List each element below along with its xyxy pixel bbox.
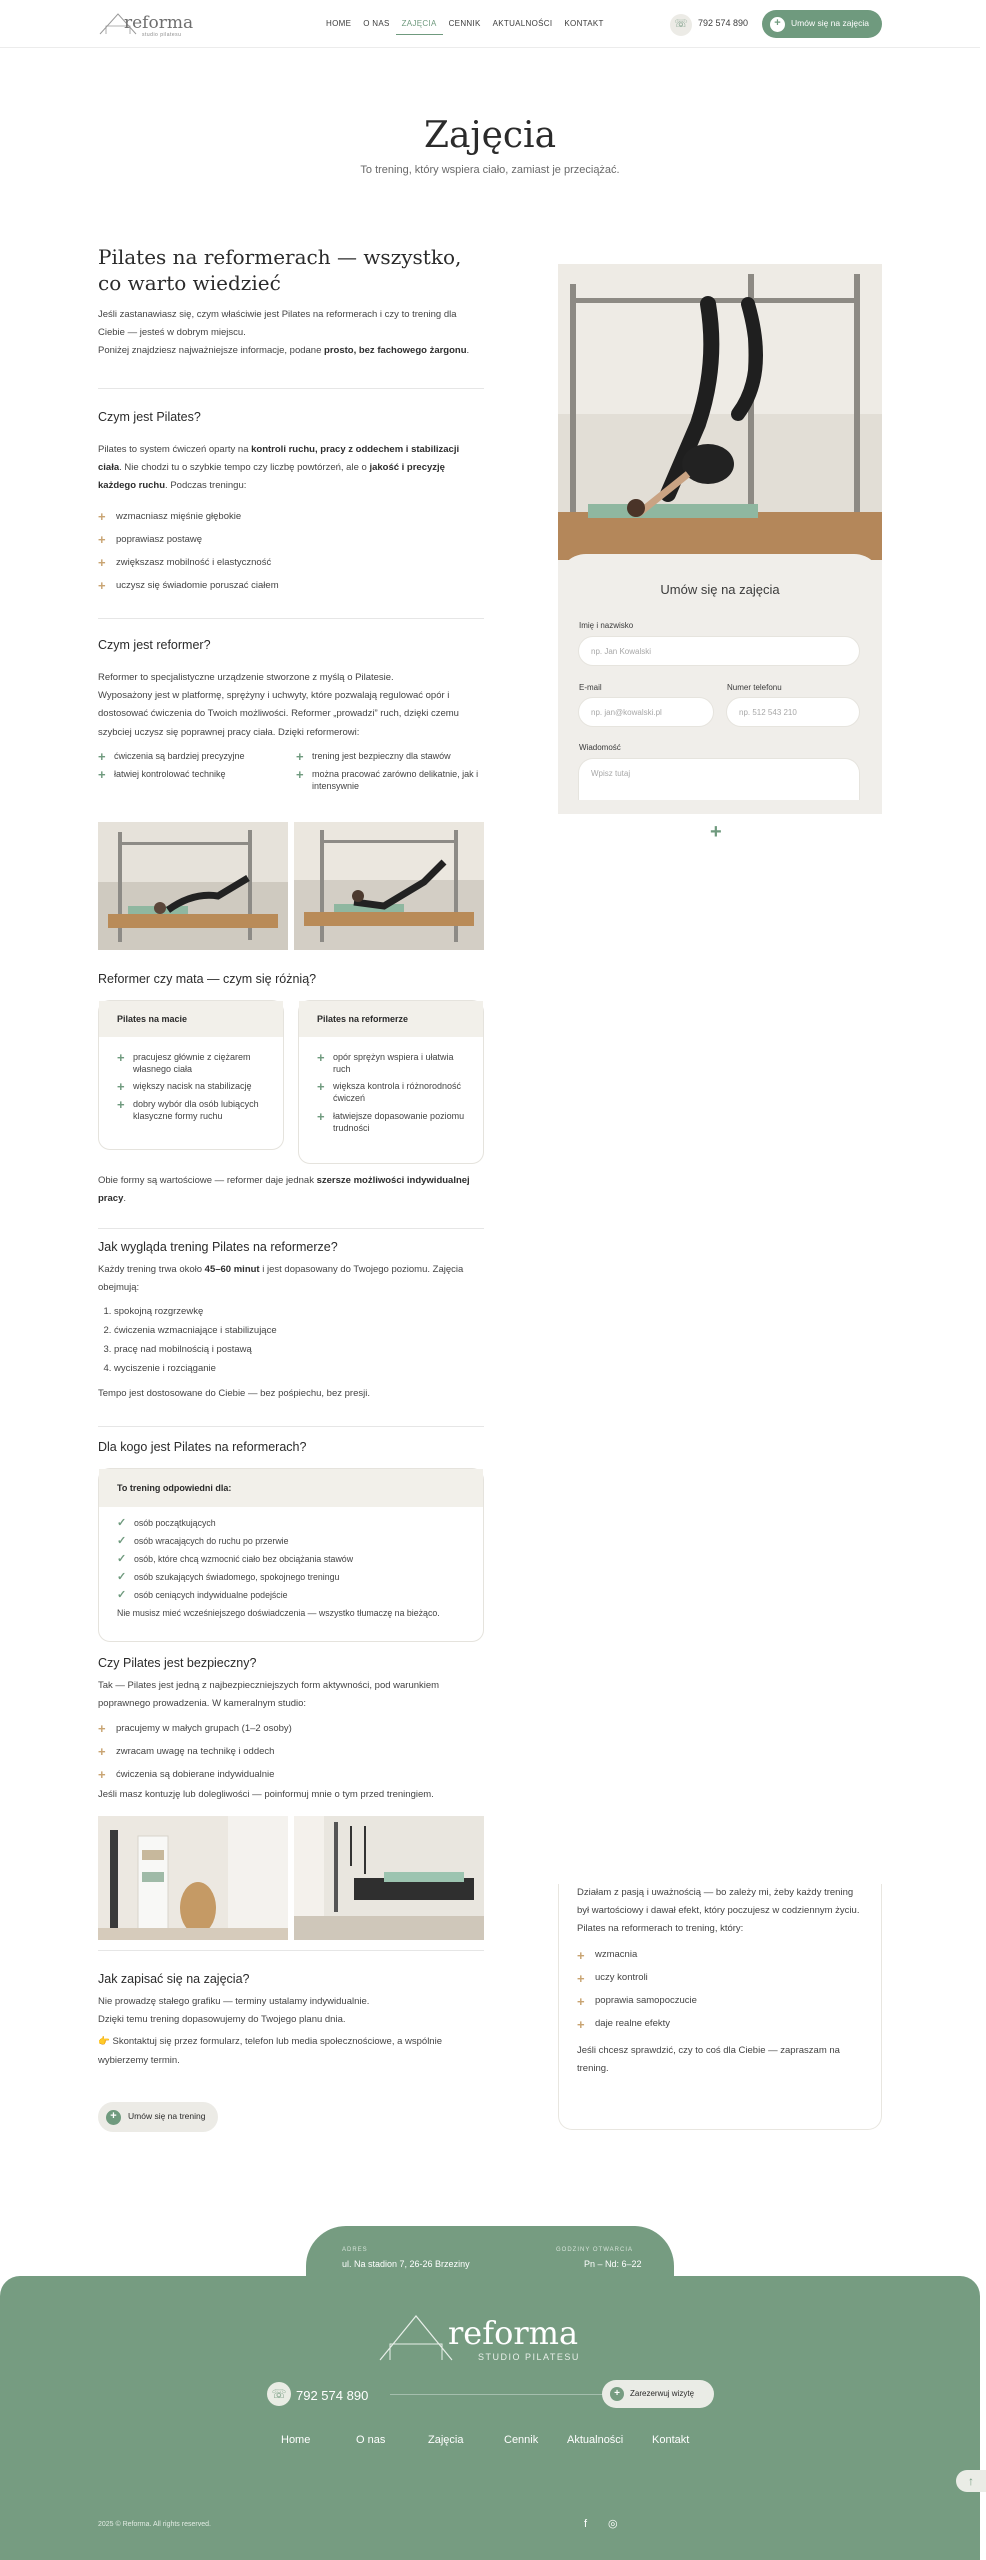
reformer-paragraph: Wyposażony jest w platformę, sprężyny i uchwyty, które pozwalają regulować opór i dostosować ćwiczenia do Twoich możliwości. Reformer „prowadzi” ruch, dzięki czemu szybciej uczysz się poprawnej pracy ciała. Dzięki reformerowi: — [98, 690, 459, 738]
list-item: + można pracować zarówno delikatnie, jak i intensywnie — [296, 766, 479, 791]
list-item: ✓ osób ceniących indywidualne podejście — [117, 1587, 465, 1605]
book-training-button[interactable] — [98, 2102, 218, 2132]
nav-aktualnosci[interactable]: AKTUALNOŚCI — [492, 19, 553, 28]
scroll-to-top-button[interactable]: ↑ — [956, 2470, 986, 2492]
list-item: + uczysz się świadomie poruszać ciałem — [98, 575, 484, 598]
name-input[interactable]: np. Jan Kowalski — [578, 636, 860, 666]
footer-nav-kontakt[interactable]: Kontakt — [652, 2434, 690, 2446]
reformer-intro: Reformer to specjalistyczne urządzenie stworzone z myślą o Pilatesie. — [98, 672, 394, 684]
pilates-paragraph: Pilates to system ćwiczeń oparty na kontroli ruchu, pracy z oddechem i stabilizacji ciała. Nie chodzi tu o szybkie tempo czy liczbę powtórzeń, ale o jakość i precyzję każdego ruchu. Podczas treningu: — [98, 444, 460, 492]
page-title: Zajęcia — [423, 115, 557, 156]
footer-divider — [390, 2394, 622, 2395]
list-item: 1. spokojną rozgrzewkę — [114, 1305, 484, 1324]
plus-icon: + — [98, 1743, 106, 1759]
plus-icon: + — [770, 17, 785, 32]
list-item: + pracujemy w małych grupach (1–2 osoby) — [98, 1717, 484, 1740]
pilates-section — [98, 408, 484, 598]
plus-icon: + — [577, 2016, 585, 2032]
for-whom-list — [99, 1507, 483, 1605]
address-label: ADRES — [342, 2247, 368, 2253]
list-item: + ćwiczenia są dobierane indywidualnie — [98, 1763, 484, 1786]
list-item: ✓ osób szukających świadomego, spokojnego treningu — [117, 1569, 465, 1587]
list-item: + dobry wybór dla osób lubiących klasyczne formy ruchu — [117, 1097, 259, 1122]
list-item: ✓ osób początkujących — [117, 1515, 465, 1533]
for-whom-note: Nie musisz mieć wcześniejszego doświadczenia — wszystko tłumaczę na bieżąco. — [117, 1608, 440, 1618]
list-item: + większa kontrola i różnorodność ćwiczeń — [317, 1079, 462, 1104]
phone-icon[interactable]: ☏ — [670, 14, 692, 36]
plus-icon: + — [98, 1766, 106, 1782]
list-item: + wzmacniasz mięśnie głębokie — [98, 506, 484, 529]
reforma-logo[interactable] — [98, 8, 210, 40]
plus-icon: + — [98, 531, 106, 547]
check-icon: ✓ — [117, 1517, 127, 1530]
compare-summary: Obie formy są wartościowe — reformer daje jednak szersze możliwości indywidualnej pracy. — [98, 1175, 470, 1205]
mat-card-title: Pilates na macie — [99, 1001, 283, 1037]
plus-icon: + — [296, 748, 304, 764]
reformer-benefits-left — [98, 750, 284, 797]
book-class-button[interactable] — [762, 10, 882, 38]
pointing-hand-icon: 👉 — [98, 2036, 110, 2048]
plus-icon: + — [117, 1050, 125, 1065]
plus-icon: + — [710, 821, 722, 843]
footer-logo[interactable] — [378, 2306, 604, 2364]
pilates-benefits — [98, 506, 484, 598]
footer-nav-o-nas[interactable]: O nas — [356, 2434, 386, 2446]
mat-card — [98, 1000, 284, 1150]
name-label: Imię i nazwisko — [579, 621, 634, 630]
footer-nav-zajecia[interactable]: Zajęcia — [428, 2434, 464, 2446]
list-item: + opór sprężyn wspiera i ułatwia ruch — [317, 1050, 454, 1075]
plus-icon: + — [98, 1720, 106, 1736]
list-item: + łatwiejsze dopasowanie poziomu trudności — [317, 1108, 465, 1133]
intro-title: Pilates na reformerach — wszystko, co warto wiedzieć — [98, 245, 462, 295]
plus-icon: + — [577, 1993, 585, 2009]
pilates-reformer-photo — [558, 264, 882, 560]
training-paragraph: Każdy trening trwa około 45–60 minut i jest dopasowany do Twojego poziomu. Zajęcia obejmują: — [98, 1264, 464, 1294]
plus-icon: + — [317, 1108, 325, 1124]
reserve-visit-label: Zarezerwuj wizytę — [630, 2388, 695, 2398]
safety-paragraph: Tak — Pilates jest jedną z najbezpieczniejszych form aktywności, pod warunkiem poprawnego prowadzenia. W kameralnym studio: — [98, 1680, 440, 1710]
phone-input[interactable]: np. 512 543 210 — [726, 697, 860, 727]
plus-icon: + — [98, 508, 106, 524]
side-list — [577, 1944, 863, 2036]
site-header — [0, 0, 980, 48]
training-note: Tempo jest dostosowane do Ciebie — bez pośpiechu, bez presji. — [98, 1388, 370, 1400]
list-item: + zwiększasz mobilność i elastyczność — [98, 552, 484, 575]
signup-p1: Nie prowadzę stałego grafiku — terminy ustalamy indywidualnie. — [98, 1996, 370, 2008]
check-icon: ✓ — [117, 1571, 127, 1584]
plus-icon: + — [577, 1947, 585, 1963]
nav-zajecia[interactable]: ZAJĘCIA — [396, 14, 443, 35]
list-item: 2. ćwiczenia wzmacniające i stabilizujące — [114, 1324, 484, 1343]
nav-o-nas[interactable]: O NAS — [363, 19, 390, 28]
reformer-benefits-right — [296, 750, 484, 797]
pilates-title: Czym jest Pilates? — [98, 410, 201, 424]
for-whom-title: Dla kogo jest Pilates na reformerach? — [98, 1440, 307, 1454]
header-phone[interactable]: 792 574 890 — [698, 18, 749, 28]
plus-icon: + — [317, 1079, 325, 1095]
list-item: + większy nacisk na stabilizację — [117, 1079, 252, 1095]
mat-list — [99, 1037, 283, 1123]
instagram-icon[interactable]: ◎ — [608, 2518, 618, 2530]
list-item: + poprawiasz postawę — [98, 529, 484, 552]
phone-icon[interactable]: ☏ — [267, 2382, 291, 2406]
svg-text:reforma: reforma — [124, 13, 194, 33]
plus-icon: + — [577, 1970, 585, 1986]
for-whom-card-title: To trening odpowiedni dla: — [99, 1469, 483, 1507]
list-item: + ćwiczenia są bardziej precyzyjne — [98, 748, 245, 764]
studio-photo — [294, 1816, 484, 1940]
message-label: Wiadomość — [579, 743, 621, 752]
page-subtitle: To trening, który wspiera ciało, zamiast je przeciążać. — [360, 164, 620, 176]
plus-icon: + — [610, 2387, 624, 2401]
signup-p3: 👉 Skontaktuj się przez formularz, telefon lub media społecznościowe, a wspólnie wybierzemy termin. — [98, 2036, 442, 2066]
main-nav — [320, 14, 610, 35]
footer-nav-aktualnosci[interactable]: Aktualności — [567, 2434, 624, 2446]
list-item: ✓ osób, które chcą wzmocnić ciało bez obciążania stawów — [117, 1551, 465, 1569]
footer-nav-cennik[interactable]: Cennik — [504, 2434, 539, 2446]
list-item: 3. pracę nad mobilnością i postawą — [114, 1343, 484, 1362]
plus-icon: + — [117, 1079, 125, 1095]
message-textarea[interactable]: Wpisz tutaj — [578, 758, 860, 800]
plus-icon: + — [98, 748, 106, 764]
book-class-label: Umów się na zajęcia — [791, 18, 869, 29]
list-item: + zwracam uwagę na technikę i oddech — [98, 1740, 484, 1763]
footer-nav-home[interactable]: Home — [281, 2434, 311, 2446]
phone-label: Numer telefonu — [727, 683, 782, 692]
studio-photo — [98, 822, 288, 950]
training-steps — [98, 1305, 484, 1381]
nav-kontakt[interactable]: KONTAKT — [564, 19, 604, 28]
footer-phone[interactable]: 792 574 890 — [296, 2388, 369, 2403]
plus-icon: + — [98, 577, 106, 593]
svg-text:STUDIO PILATESU: STUDIO PILATESU — [478, 2352, 580, 2362]
plus-icon: + — [317, 1050, 325, 1065]
reformer-card — [298, 1000, 484, 1164]
copyright: 2025 © Reforma. All rights reserved. — [98, 2521, 211, 2528]
list-item: + daje realne efekty — [577, 2013, 863, 2036]
form-title: Umów się na zajęcia — [660, 582, 780, 597]
email-label: E-mail — [579, 683, 602, 692]
reformer-card-title: Pilates na reformerze — [299, 1001, 483, 1037]
safety-note: Jeśli masz kontuzję lub dolegliwości — poinformuj mnie o tym przed treningiem. — [98, 1789, 434, 1801]
check-icon: ✓ — [117, 1589, 127, 1602]
side-closing: Jeśli chcesz sprawdzić, czy to coś dla Ciebie — zapraszam na trening. — [577, 2045, 840, 2075]
intro-section — [98, 244, 484, 360]
reformer-section — [98, 636, 484, 797]
plus-icon: + — [106, 2110, 121, 2125]
list-item: + łatwiej kontrolować technikę — [98, 766, 226, 782]
nav-cennik[interactable]: CENNIK — [448, 19, 481, 28]
address-value: ul. Na stadion 7, 26-26 Brzeziny — [342, 2259, 470, 2269]
list-item: + poprawia samopoczucie — [577, 1990, 863, 2013]
facebook-icon[interactable]: f — [584, 2518, 588, 2530]
svg-text:studio pilatesu: studio pilatesu — [142, 32, 182, 38]
reformer-title: Czym jest reformer? — [98, 638, 211, 652]
plus-icon: + — [296, 766, 304, 782]
book-training-label: Umów się na trening — [128, 2111, 206, 2122]
safety-list — [98, 1717, 484, 1786]
divider — [98, 1950, 484, 1951]
hours-label: GODZINY OTWARCIA — [556, 2247, 634, 2253]
reserve-visit-button[interactable] — [602, 2380, 714, 2408]
training-title: Jak wygląda trening Pilates na reformerze? — [98, 1240, 338, 1254]
studio-photo — [98, 1816, 288, 1940]
side-info-card — [558, 1884, 882, 2130]
plus-icon: + — [98, 554, 106, 570]
list-item: 4. wyciszenie i rozciąganie — [114, 1362, 484, 1381]
list-item: ✓ osób wracających do ruchu po przerwie — [117, 1533, 465, 1551]
signup-section — [98, 1970, 484, 2070]
nav-home[interactable]: HOME — [326, 19, 352, 28]
intro-note: Poniżej znajdziesz najważniejsze informacje, podane prosto, bez fachowego żargonu. — [98, 345, 470, 357]
signup-title: Jak zapisać się na zajęcia? — [98, 1972, 250, 1986]
check-icon: ✓ — [117, 1535, 127, 1548]
email-input[interactable]: np. jan@kowalski.pl — [578, 697, 714, 727]
compare-title: Reformer czy mata — czym się różnią? — [98, 972, 317, 986]
intro-paragraph: Jeśli zastanawiasz się, czym właściwie jest Pilates na reformerach i czy to trening dla Ciebie — jesteś w dobrym miejscu. — [98, 309, 457, 339]
divider — [98, 1426, 484, 1427]
list-item: + wzmacnia — [577, 1944, 863, 1967]
safety-title: Czy Pilates jest bezpieczny? — [98, 1656, 257, 1670]
divider — [98, 618, 484, 619]
reformer-list — [299, 1037, 483, 1134]
training-section — [98, 1238, 484, 1404]
divider — [98, 1228, 484, 1229]
check-icon: ✓ — [117, 1553, 127, 1566]
studio-photo — [294, 822, 484, 950]
plus-icon: + — [117, 1097, 125, 1113]
safety-section — [98, 1654, 484, 1805]
for-whom-card — [98, 1468, 484, 1642]
plus-icon: + — [98, 766, 106, 782]
list-item: + trening jest bezpieczny dla stawów — [296, 748, 451, 764]
divider — [98, 388, 484, 389]
svg-text:reforma: reforma — [448, 2314, 579, 2352]
list-item: + pracujesz głównie z ciężarem własnego ciała — [117, 1050, 251, 1075]
list-item: + uczy kontroli — [577, 1967, 863, 1990]
signup-p2: Dzięki temu trening dopasowujemy do Twojego planu dnia. — [98, 2014, 346, 2026]
hours-value: Pn – Nd: 6–22 — [584, 2259, 642, 2269]
side-paragraph: Działam z pasją i uważnością — bo zależy mi, żeby każdy trening był wartościowy i dawał efekt, który poczujesz w codziennym życiu. Pilates na reformerach to trening, który: — [577, 1887, 860, 1935]
